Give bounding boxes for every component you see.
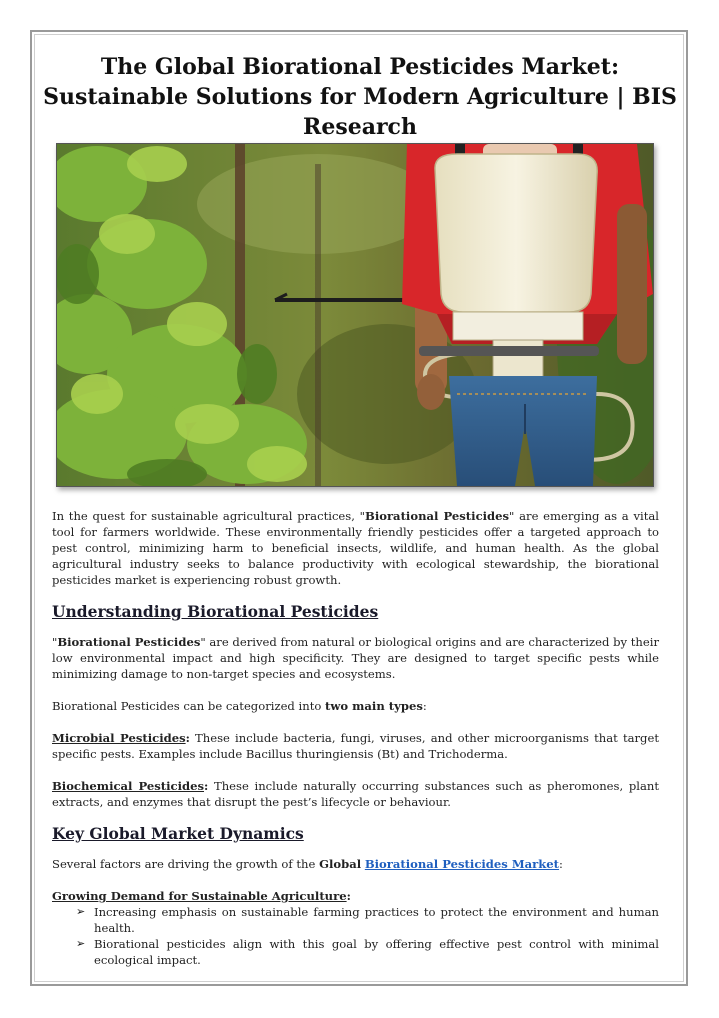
article-body	[52, 508, 659, 968]
list-item: ➢ Increasing emphasis on sustainable farming practices to protect the environment and human health.	[76, 905, 659, 935]
farmer-spraying-image	[57, 144, 653, 486]
biochemical-paragraph: Biochemical Pesticides: These include naturally occurring substances such as pheromones, plant extracts, and enzymes that disrupt the pest’s lifecycle or behaviour.	[52, 779, 660, 809]
subheading-sustainable: Growing Demand for Sustainable Agriculture:	[52, 889, 351, 903]
arrow-bullet-icon: ➢	[76, 905, 86, 918]
dynamics-lead-paragraph: Several factors are driving the growth of the Global Biorational Pesticides Market:	[52, 857, 563, 871]
types-paragraph: Biorational Pesticides can be categorized into two main types:	[52, 699, 427, 713]
definition-paragraph: "Biorational Pesticides" are derived from natural or biological origins and are characterized by their low environmental impact and high specificity. They are designed to target specific pests while minimizing damage to non-target species and ecosystems.	[52, 635, 659, 681]
intro-paragraph: In the quest for sustainable agricultural practices, "Biorational Pesticides" are emerging as a vital tool for farmers worldwide. These environmentally friendly pesticides offer a targeted approach to pest control, minimizing harm to beneficial insects, wildlife, and human health. As the global agricultural industry seeks to balance productivity with ecological stewardship, the biorational pesticides market is experiencing robust growth.	[52, 509, 659, 587]
hero-photo	[56, 143, 654, 487]
list-item: ➢ Biorational pesticides align with this goal by offering effective pest control with minimal ecological impact.	[76, 937, 659, 967]
market-report-link[interactable]: Biorational Pesticides Market	[364, 857, 560, 871]
section-heading-dynamics: Key Global Market Dynamics	[52, 824, 304, 843]
section-heading-understanding: Understanding Biorational Pesticides	[52, 602, 379, 621]
page-title: The Global Biorational Pesticides Market: Sustainable Solutions for Modern Agriculture | BIS Research	[43, 54, 677, 140]
microbial-paragraph: Microbial Pesticides: These include bacteria, fungi, viruses, and other microorganisms that target specific pests. Examples include Bacillus thuringiensis (Bt) and Trichoderma.	[52, 731, 659, 761]
bullet-list	[52, 904, 659, 968]
arrow-bullet-icon: ➢	[76, 937, 86, 950]
